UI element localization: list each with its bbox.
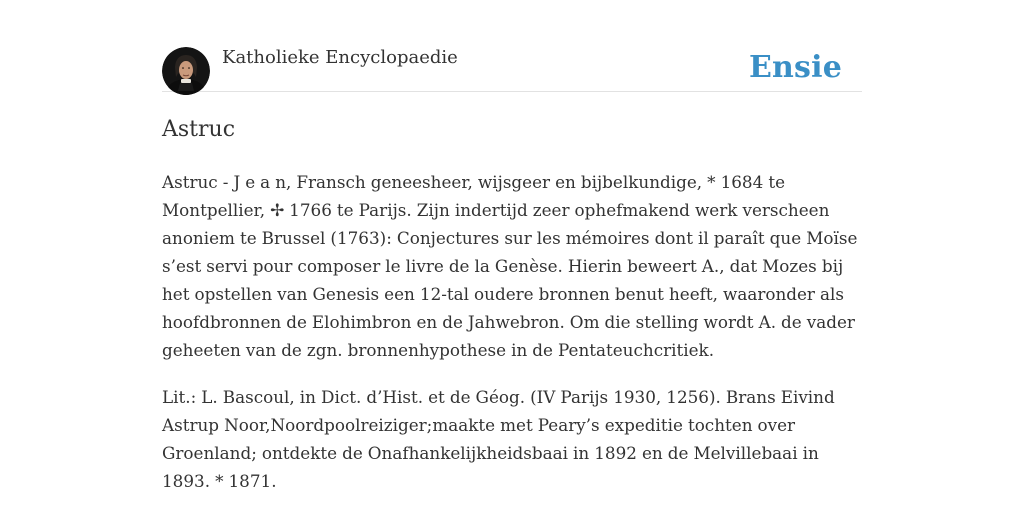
brand-logo[interactable]: Ensie <box>748 50 842 85</box>
portrait-image <box>162 47 210 95</box>
text-line: hoofdbronnen de Elohimbron en de Jahwebron. Om die stelling wordt A. de vader <box>162 312 855 332</box>
text-line: Lit.: L. Bascoul, in Dict. d’Hist. et de Géog. (IV Parijs 1930, 1256). Brans Eivind <box>162 387 835 407</box>
entry-title: Astruc <box>162 117 236 142</box>
page-container <box>162 0 862 491</box>
text-line: het opstellen van Genesis een 12-tal oudere bronnen benut heeft, waaronder als <box>162 284 844 304</box>
text-line: Astruc - J e a n, Fransch geneesheer, wijsgeer en bijbelkundige, * 1684 te <box>162 172 785 192</box>
text-line: Groenland; ontdekte de Onafhankelijkheidsbaai in 1892 en de Melvillebaai in <box>162 443 819 463</box>
text-line: anoniem te Brussel (1763): Conjectures sur les mémoires dont il paraît que Moïse <box>162 228 858 248</box>
text-line: 1893. * 1871. <box>162 471 277 491</box>
text-line: Astrup Noor,Noordpoolreiziger;maakte met Peary’s expeditie tochten over <box>162 415 796 435</box>
portrait-icon[interactable] <box>162 47 210 95</box>
header <box>162 0 862 92</box>
text-line: Montpellier, ✢ 1766 te Parijs. Zijn indertijd zeer ophefmakend werk verscheen <box>162 200 830 220</box>
paragraph-biography <box>162 168 862 364</box>
source-title[interactable]: Katholieke Encyclopaedie <box>222 47 458 68</box>
text-line: s’est servi pour composer le livre de la Genèse. Hierin beweert A., dat Mozes bij <box>162 256 844 276</box>
entry-body <box>162 168 862 514</box>
paragraph-literature <box>162 383 862 495</box>
text-line: geheeten van de zgn. bronnenhypothese in de Pentateuchcritiek. <box>162 340 715 360</box>
